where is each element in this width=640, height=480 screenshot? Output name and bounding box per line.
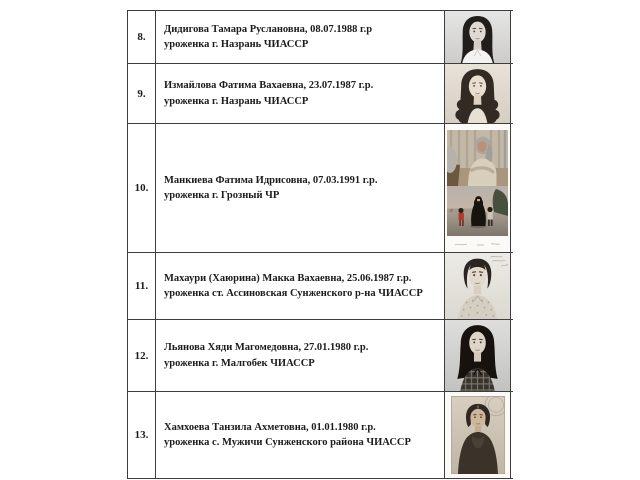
row-number: 10.: [128, 124, 156, 252]
table-row: [128, 392, 513, 479]
person-details: [156, 124, 445, 252]
table-row: [128, 11, 513, 64]
row-number: 13.: [128, 392, 156, 478]
photo-cell: [445, 124, 511, 252]
photo-cell: [445, 320, 511, 391]
person-details: [156, 392, 445, 478]
table-row: [128, 124, 513, 253]
persons-table: [127, 10, 513, 479]
person-details: [156, 11, 445, 63]
portrait-photo: [445, 64, 510, 123]
portrait-photo: [445, 320, 510, 391]
indoor-photo: [447, 130, 508, 186]
table-row: [128, 253, 513, 320]
person-details: [156, 64, 445, 123]
row-number: 9.: [128, 64, 156, 123]
photo-cell: [445, 11, 511, 63]
person-name-dob: Измайлова Фатима Вахаевна, 23.07.1987 г.р.: [164, 80, 374, 91]
row-number: 11.: [128, 253, 156, 319]
person-details: [156, 320, 445, 391]
person-name-dob: Хамхоева Танзила Ахметовна, 01.01.1980 г.р.: [164, 421, 376, 433]
person-birthplace: уроженка г. Грозный ЧР: [164, 190, 280, 201]
faint-handwriting-marks: [447, 238, 508, 250]
person-birthplace: уроженка г. Назрань ЧИАССР: [164, 39, 309, 50]
portrait-photo: [445, 253, 510, 319]
person-name-dob: Льянова Хяди Магомедовна, 27.01.1980 г.р.: [164, 342, 369, 353]
photo-cell: [445, 253, 511, 319]
portrait-photo: [445, 11, 510, 63]
person-name-dob: Дидигова Тамара Руслановна, 08.07.1988 г.р: [164, 23, 373, 35]
photo-cell: [445, 392, 511, 478]
person-birthplace: уроженка г. Малгобек ЧИАССР: [164, 357, 315, 369]
person-birthplace: уроженка с. Мужичи Сунженского района ЧИАССР: [164, 437, 411, 448]
street-photo: [447, 186, 508, 236]
person-name-dob: Манкиева Фатима Идрисовна, 07.03.1991 г.р.: [164, 174, 378, 186]
person-details: [156, 253, 445, 319]
row-number: 12.: [128, 320, 156, 391]
person-birthplace: уроженка г. Назрань ЧИАССР: [164, 95, 309, 107]
person-name-dob: Махаури (Хаюрина) Макка Вахаевна, 25.06.1987 г.р.: [164, 272, 412, 284]
table-row: [128, 320, 513, 392]
person-birthplace: уроженка ст. Ассиновская Сунженского р-на ЧИАССР: [164, 288, 423, 299]
row-number: 8.: [128, 11, 156, 63]
table-row: [128, 64, 513, 124]
portrait-photo-sepia: [451, 396, 505, 474]
photo-cell: [445, 64, 511, 123]
